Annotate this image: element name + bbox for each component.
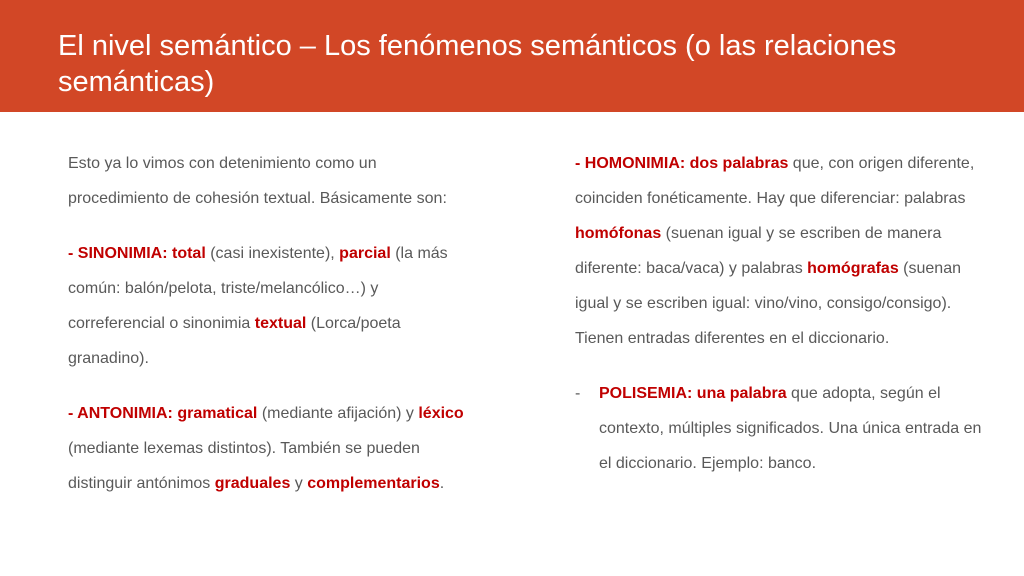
- antonimia-text-1: (mediante afijación) y: [257, 405, 419, 422]
- homonimia-text-1: que, con origen diferente, coinciden fonéticamente. Hay que diferenciar: palabras: [575, 155, 975, 207]
- polisemia-text-1: que adopta, según el contexto, múltiples significados. Una única entrada en el diccionario. Ejemplo: banco.: [599, 385, 982, 472]
- antonimia-label: - ANTONIMIA:: [68, 405, 173, 422]
- intro-paragraph: Esto ya lo vimos con detenimiento como un procedimiento de cohesión textual. Básicamente son:: [68, 155, 447, 207]
- homonimia-text-2: (suenan igual y se escriben de manera diferente: baca/vaca) y palabras: [575, 225, 942, 277]
- homonimia-homofonas: homófonas: [575, 225, 662, 242]
- title-banner: [0, 0, 1024, 112]
- antonimia-paragraph: [68, 396, 468, 501]
- slide-title: El nivel semántico – Los fenómenos semánticos (o las relaciones semánticas): [58, 30, 897, 98]
- homonimia-text-3: (suenan igual y se escriben igual: vino/vino, consigo/consigo). Tienen entradas diferentes en el diccionario.: [575, 260, 961, 347]
- sinonimia-text-1: (casi inexistente),: [205, 245, 340, 262]
- sinonimia-label: - SINONIMIA:: [68, 245, 168, 262]
- sinonimia-text-3: (Lorca/poeta granadino).: [68, 315, 401, 367]
- antonimia-gramatical: gramatical: [177, 405, 258, 422]
- sinonimia-parcial: parcial: [339, 245, 391, 262]
- antonimia-lexico: léxico: [418, 405, 464, 422]
- right-column: [575, 146, 985, 501]
- antonimia-graduales: graduales: [214, 475, 291, 492]
- left-column: [68, 146, 468, 521]
- sinonimia-paragraph: [68, 236, 468, 376]
- homonimia-dos-palabras: dos palabras: [689, 155, 789, 172]
- antonimia-text-2: (mediante lexemas distintos). También se pueden distinguir antónimos: [68, 440, 420, 492]
- homonimia-paragraph: [575, 146, 985, 356]
- homonimia-homografas: homógrafas: [807, 260, 899, 277]
- antonimia-text-4: .: [439, 475, 445, 492]
- sinonimia-text-2: (la más común: balón/pelota, triste/melancólico…) y correferencial o sinonimia: [68, 245, 448, 332]
- antonimia-complementarios: complementarios: [307, 475, 440, 492]
- polisemia-paragraph: [575, 376, 985, 481]
- polisemia-una-palabra: una palabra: [696, 385, 787, 402]
- antonimia-text-3: y: [290, 475, 308, 492]
- homonimia-label: - HOMONIMIA:: [575, 155, 686, 172]
- sinonimia-textual: textual: [254, 315, 307, 332]
- polisemia-label: POLISEMIA:: [599, 385, 693, 402]
- sinonimia-total: total: [172, 245, 206, 262]
- polisemia-bullet: -: [575, 385, 581, 402]
